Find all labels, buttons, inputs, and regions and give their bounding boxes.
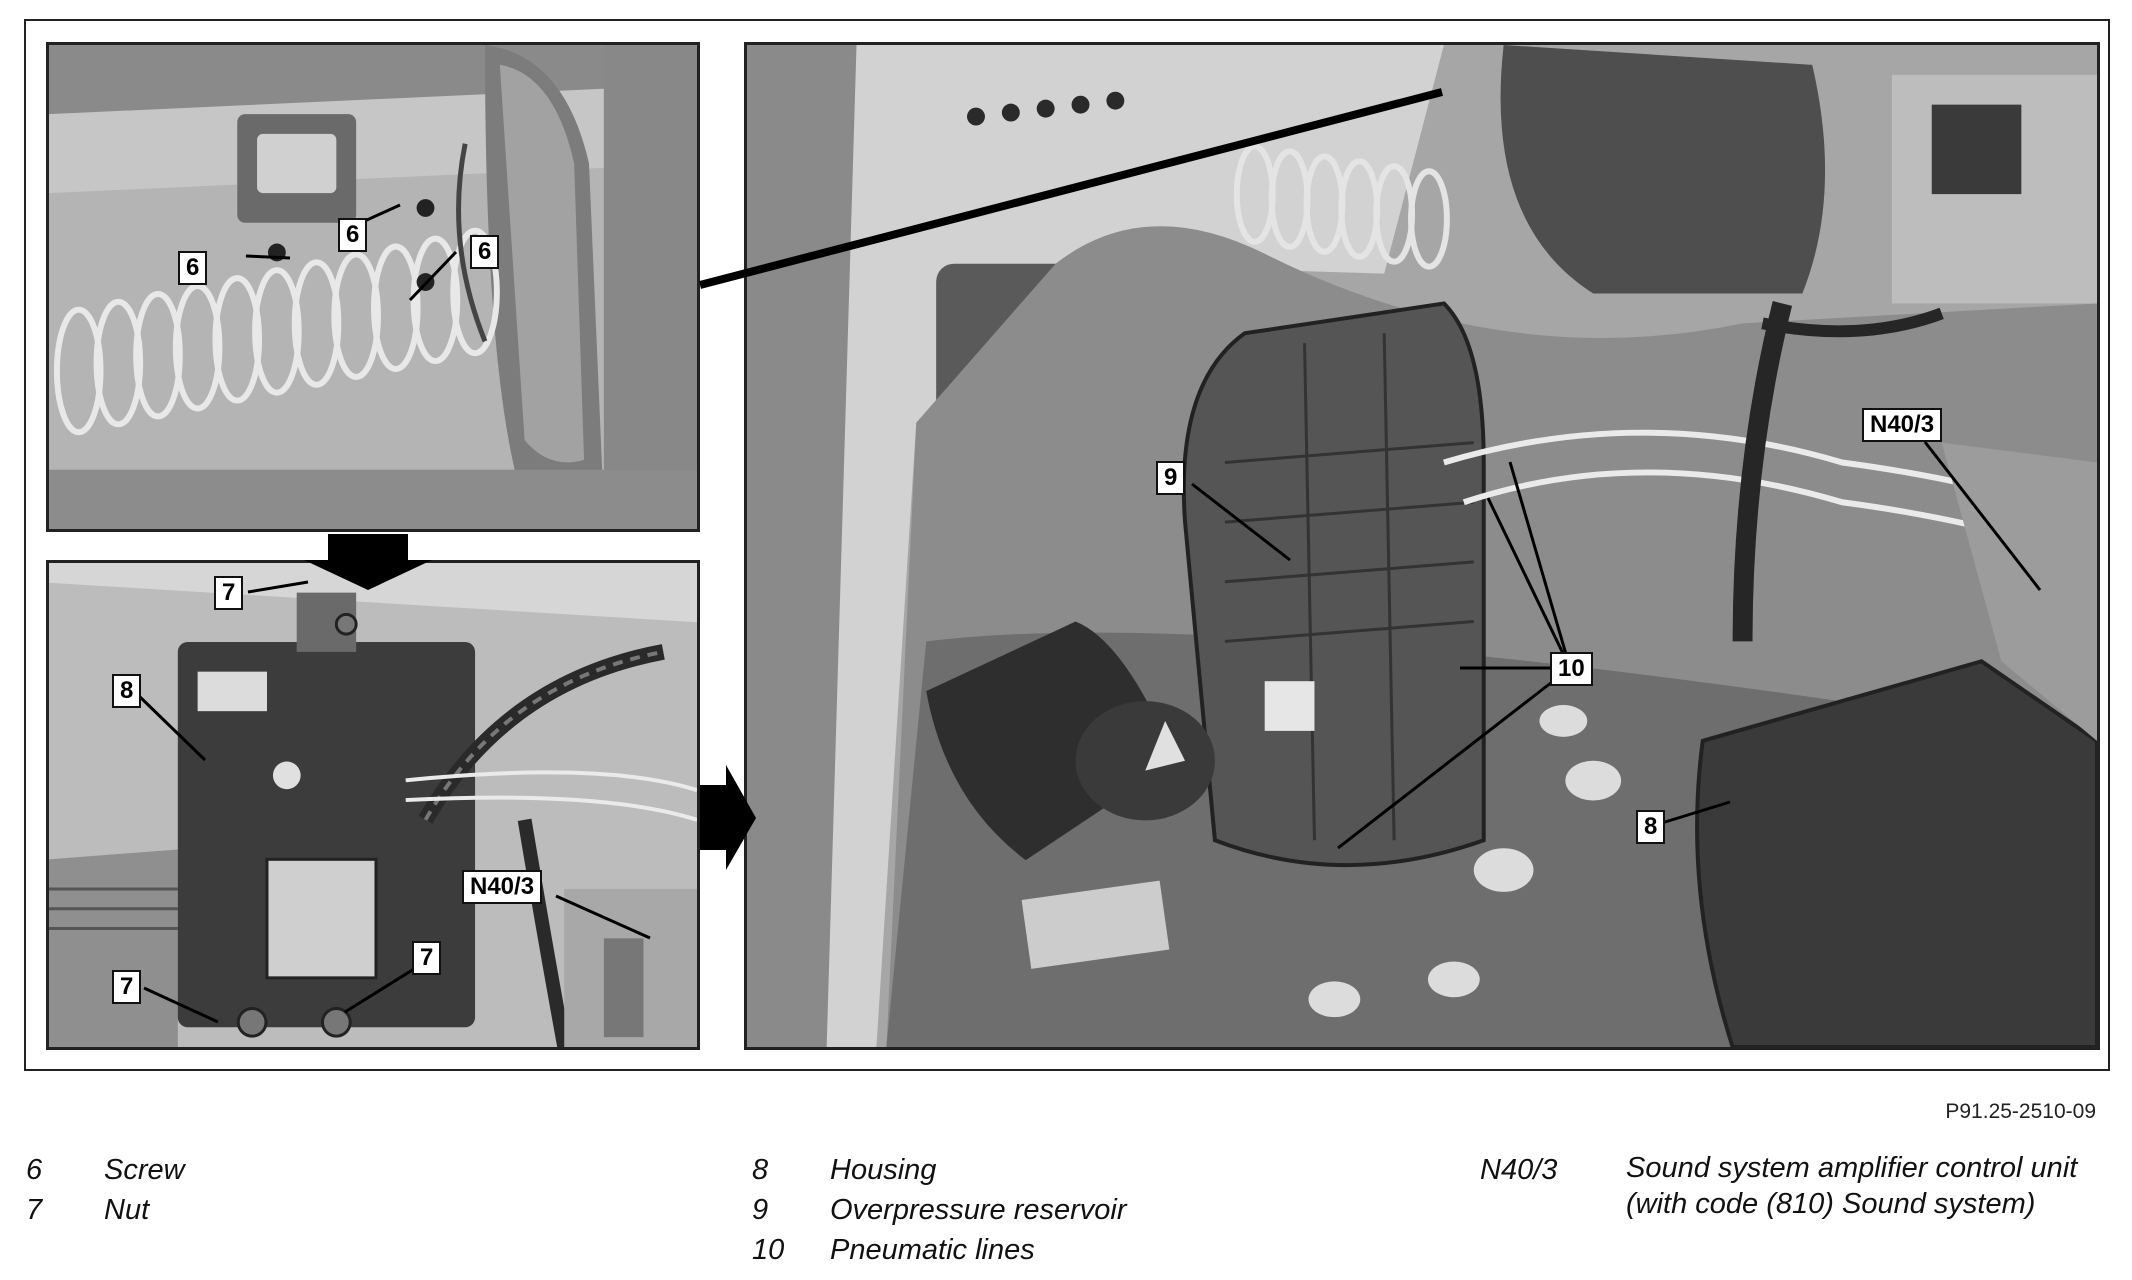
callout-n40b: N40/3 xyxy=(1862,408,1942,442)
legend-key: 9 xyxy=(752,1194,769,1226)
legend xyxy=(0,1150,2132,1280)
callout-7a: 7 xyxy=(214,576,243,610)
legend-key: 10 xyxy=(752,1234,785,1266)
legend-item-n40-3 xyxy=(1480,1150,2096,1222)
legend-column-1 xyxy=(26,1150,185,1230)
legend-key: 8 xyxy=(752,1154,769,1186)
figure-id: P91.25-2510-09 xyxy=(1945,1100,2096,1123)
legend-item-10 xyxy=(752,1230,1127,1270)
photo-overview-illustration xyxy=(747,45,2097,1047)
photo-detail-housing xyxy=(46,560,700,1050)
photo-housing-illustration xyxy=(49,563,697,1047)
legend-item-8 xyxy=(752,1150,1127,1190)
photo-overview xyxy=(744,42,2100,1050)
legend-text: Sound system amplifier control unit (with code (810) Sound system) xyxy=(1626,1152,2078,1220)
legend-key: 7 xyxy=(26,1194,43,1226)
callout-6b: 6 xyxy=(338,218,367,252)
legend-text: Housing xyxy=(830,1154,937,1186)
callout-6a: 6 xyxy=(178,251,207,285)
callout-8a: 8 xyxy=(112,674,141,708)
legend-text: Pneumatic lines xyxy=(830,1234,1035,1266)
legend-key: 6 xyxy=(26,1154,43,1186)
photo-screws-illustration xyxy=(49,45,697,529)
legend-column-2 xyxy=(752,1150,1127,1270)
legend-text: Nut xyxy=(104,1194,150,1226)
legend-text: Screw xyxy=(104,1154,185,1186)
callout-7c: 7 xyxy=(412,941,441,975)
legend-text: Overpressure reservoir xyxy=(830,1194,1127,1226)
callout-9: 9 xyxy=(1156,461,1185,495)
callout-10: 10 xyxy=(1550,652,1593,686)
legend-key: N40/3 xyxy=(1480,1154,1558,1186)
callout-n40a: N40/3 xyxy=(462,870,542,904)
legend-column-3 xyxy=(1480,1150,2096,1222)
legend-item-9 xyxy=(752,1190,1127,1230)
legend-item-7 xyxy=(26,1190,185,1230)
legend-item-6 xyxy=(26,1150,185,1190)
photo-detail-screws xyxy=(46,42,700,532)
callout-6c: 6 xyxy=(470,235,499,269)
callout-8b: 8 xyxy=(1636,810,1665,844)
callout-7b: 7 xyxy=(112,970,141,1004)
